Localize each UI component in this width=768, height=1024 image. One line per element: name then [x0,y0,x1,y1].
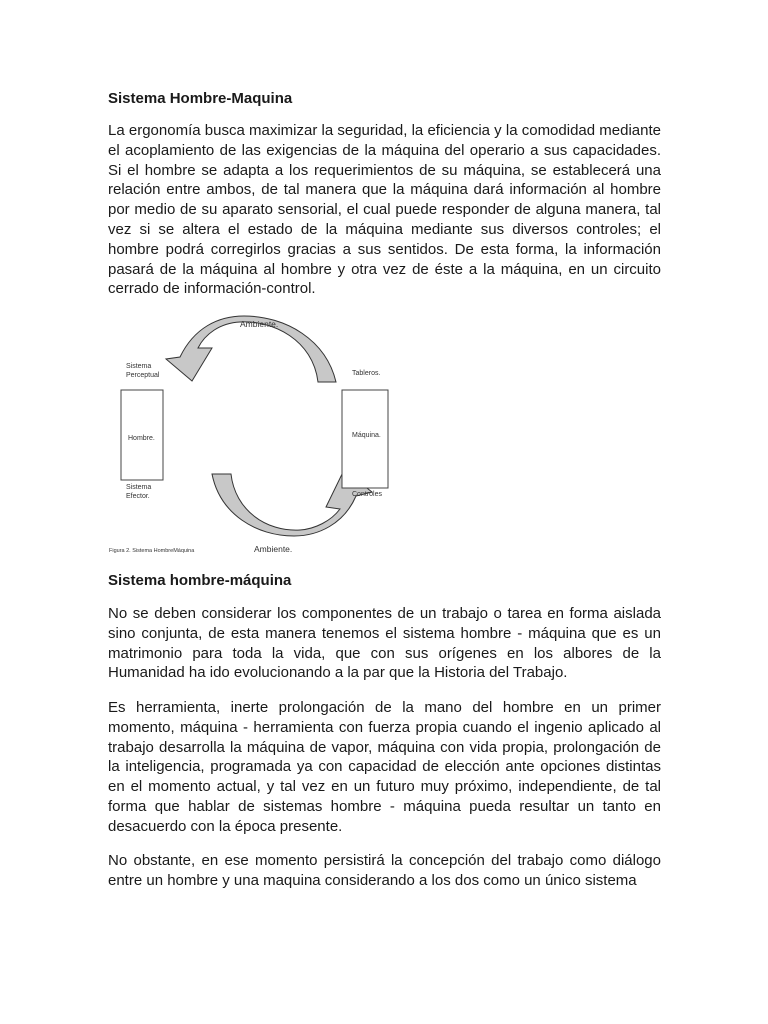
diagram-svg [108,310,400,560]
section-title-sistema-hombre-maquina-2: Sistema hombre-máquina [108,572,292,589]
paragraph-ergonomia: La ergonomía busca maximizar la seguridad, la eficiencia y la comodidad mediante el acoplamiento de las exigencias de la máquina del operario a sus capacidades. Si el hombre se adapta a los requerimientos de su máquina, se establecerá una relación entre ambos, de tal manera que la máquina dará información al hombre por medio de su aparato sensorial, el cual puede responder de alguna manera, tal vez si se altera el estado de la máquina mediante sus diversos controles; el hombre podrá corregirlos gracias a sus sentidos. De esta forma, la información pasará de la máquina al hombre y otra vez de éste a la máquina, en un circuito cerrado de información-control. [108,122,661,298]
section-title-sistema-hombre-maquina: Sistema Hombre-Maquina [108,90,293,107]
maquina-box [342,390,388,488]
label-ambiente-bottom: Ambiente. [254,544,293,554]
label-ambiente-top: Ambiente. [240,319,279,329]
paragraph-herramienta: Es herramienta, inerte prolongación de la mano del hombre en un primer momento, máquina - herramienta con fuerza propia cuando el ingenio aplicado al trabajo desarrolla la máquina de vapor, máquina con vida propia, prolongación de la inteligencia, programada ya con capacidad de elección ante opciones distintas en el momento actual, y tal vez en un futuro muy próximo, independiente, de tal forma que hablar de sistemas hombre - máquina pueda resultar un tanto en desacuerdo con la época presente. [108,699,661,835]
label-hombre: Hombre. [128,435,155,442]
label-sistema-efector-2: Efector. [126,493,150,500]
figure-system-diagram [108,310,400,560]
label-controles: Controles [352,491,382,498]
paragraph-no-obstante: No obstante, en ese momento persistirá la concepción del trabajo como diálogo entre un hombre y una maquina considerando a los dos como un único sistema [108,852,661,889]
paragraph-componentes: No se deben considerar los componentes de un trabajo o tarea en forma aislada sino conjunta, de esta manera tenemos el sistema hombre - máquina que es un matrimonio para toda la vida, que con sus orígenes en los albores de la Humanidad ha ido evolucionando a la par que la Historia del Trabajo. [108,605,661,682]
label-tableros: Tableros. [352,370,381,377]
label-sistema-perceptual-2: Perceptual [126,372,160,379]
label-maquina: Máquina. [352,432,381,439]
figure-caption: Figura 2. Sistema HombreMáquina [109,548,195,554]
label-sistema-efector-1: Sistema [126,484,152,491]
label-sistema-perceptual-1: Sistema [126,363,152,370]
